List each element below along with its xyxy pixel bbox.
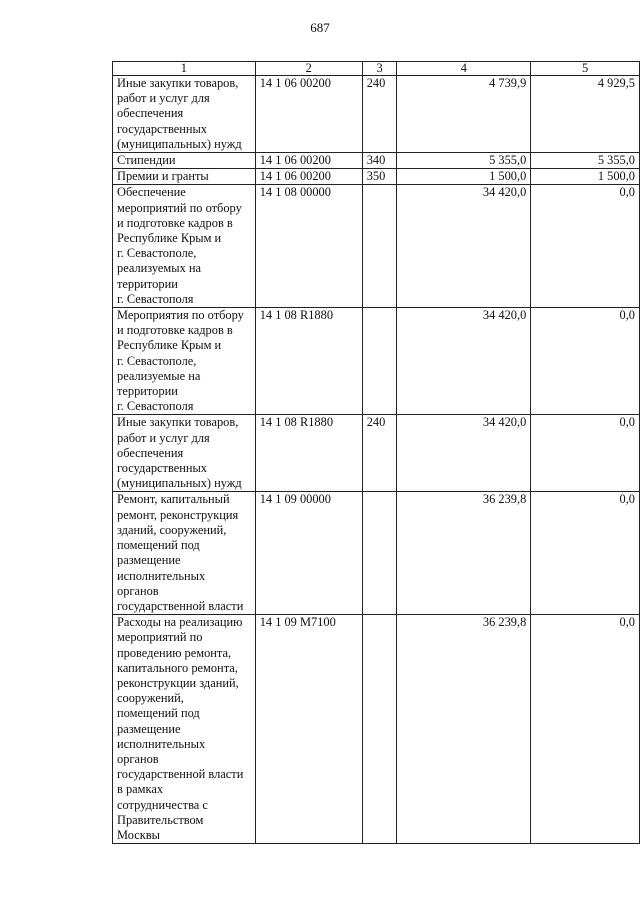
row-name: Стипендии xyxy=(113,153,256,169)
row-kind: 240 xyxy=(362,76,397,153)
budget-table xyxy=(112,61,640,844)
row-value-2: 0,0 xyxy=(531,185,640,308)
row-value-1: 4 739,9 xyxy=(397,76,531,153)
row-kind xyxy=(362,308,397,415)
table-row xyxy=(113,76,640,153)
row-name: Премии и гранты xyxy=(113,169,256,185)
row-code: 14 1 06 00200 xyxy=(255,153,362,169)
row-value-2: 0,0 xyxy=(531,308,640,415)
row-value-2: 0,0 xyxy=(531,415,640,492)
row-name: Иные закупки товаров, работ и услуг для обеспечения государственных (муниципальных) нужд xyxy=(113,76,256,153)
header-cell-4: 4 xyxy=(397,62,531,76)
table-row xyxy=(113,153,640,169)
header-row xyxy=(113,62,640,76)
header-cell-5: 5 xyxy=(531,62,640,76)
row-value-2: 1 500,0 xyxy=(531,169,640,185)
row-value-1: 36 239,8 xyxy=(397,492,531,615)
table-row xyxy=(113,615,640,844)
row-value-1: 34 420,0 xyxy=(397,308,531,415)
row-kind xyxy=(362,185,397,308)
header-cell-2: 2 xyxy=(255,62,362,76)
row-kind xyxy=(362,492,397,615)
page-number: 687 xyxy=(310,20,330,35)
row-kind: 240 xyxy=(362,415,397,492)
row-value-2: 0,0 xyxy=(531,492,640,615)
row-code: 14 1 08 R1880 xyxy=(255,415,362,492)
row-name: Расходы на реализацию мероприятий по проведению ремонта, капитального ремонта, реконструкции зданий, сооружений, помещений под размещение исполнительных органов государственной власти в рамках сотрудничества с Правительством Москвы xyxy=(113,615,256,844)
row-name: Обеспечение мероприятий по отбору и подготовке кадров в Республике Крым и г. Севастополе, реализуемых на территории г. Севастополя xyxy=(113,185,256,308)
row-code: 14 1 08 R1880 xyxy=(255,308,362,415)
row-code: 14 1 09 00000 xyxy=(255,492,362,615)
table-row xyxy=(113,169,640,185)
table-row xyxy=(113,415,640,492)
row-kind xyxy=(362,615,397,844)
row-code: 14 1 08 00000 xyxy=(255,185,362,308)
header-cell-1: 1 xyxy=(113,62,256,76)
row-kind: 340 xyxy=(362,153,397,169)
row-name: Мероприятия по отбору и подготовке кадров в Республике Крым и г. Севастополе, реализуемые на территории г. Севастополя xyxy=(113,308,256,415)
row-kind: 350 xyxy=(362,169,397,185)
row-name: Иные закупки товаров, работ и услуг для обеспечения государственных (муниципальных) нужд xyxy=(113,415,256,492)
row-value-1: 1 500,0 xyxy=(397,169,531,185)
header-cell-3: 3 xyxy=(362,62,397,76)
row-value-2: 5 355,0 xyxy=(531,153,640,169)
row-value-1: 5 355,0 xyxy=(397,153,531,169)
row-value-2: 0,0 xyxy=(531,615,640,844)
row-code: 14 1 06 00200 xyxy=(255,76,362,153)
row-value-1: 36 239,8 xyxy=(397,615,531,844)
table-row xyxy=(113,308,640,415)
row-value-1: 34 420,0 xyxy=(397,415,531,492)
row-value-2: 4 929,5 xyxy=(531,76,640,153)
table-row xyxy=(113,492,640,615)
row-code: 14 1 09 M7100 xyxy=(255,615,362,844)
row-code: 14 1 06 00200 xyxy=(255,169,362,185)
table-row xyxy=(113,185,640,308)
row-value-1: 34 420,0 xyxy=(397,185,531,308)
row-name: Ремонт, капитальный ремонт, реконструкция зданий, сооружений, помещений под размещение исполнительных органов государственной власти xyxy=(113,492,256,615)
